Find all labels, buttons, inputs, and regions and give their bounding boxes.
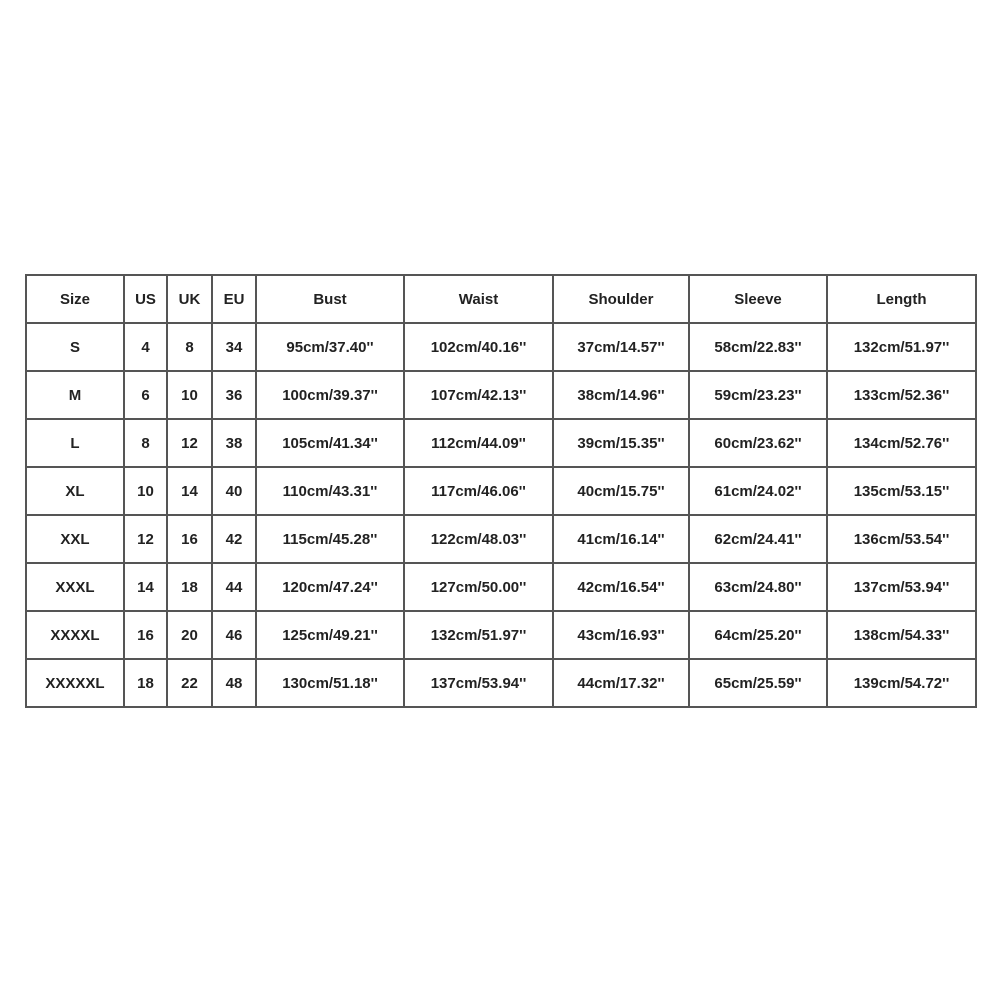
cell-length: 133cm/52.36'' <box>827 371 976 419</box>
cell-uk: 18 <box>167 563 212 611</box>
cell-uk: 14 <box>167 467 212 515</box>
cell-waist: 102cm/40.16'' <box>404 323 553 371</box>
cell-us: 10 <box>124 467 167 515</box>
cell-sleeve: 58cm/22.83'' <box>689 323 827 371</box>
table-row <box>26 611 976 659</box>
cell-us: 6 <box>124 371 167 419</box>
cell-bust: 110cm/43.31'' <box>256 467 404 515</box>
cell-bust: 130cm/51.18'' <box>256 659 404 707</box>
cell-us: 8 <box>124 419 167 467</box>
cell-waist: 122cm/48.03'' <box>404 515 553 563</box>
table-row <box>26 419 976 467</box>
cell-bust: 100cm/39.37'' <box>256 371 404 419</box>
header-length: Length <box>827 275 976 323</box>
cell-length: 135cm/53.15'' <box>827 467 976 515</box>
table-row <box>26 563 976 611</box>
cell-bust: 120cm/47.24'' <box>256 563 404 611</box>
cell-waist: 107cm/42.13'' <box>404 371 553 419</box>
cell-uk: 8 <box>167 323 212 371</box>
cell-bust: 105cm/41.34'' <box>256 419 404 467</box>
cell-eu: 38 <box>212 419 256 467</box>
cell-us: 16 <box>124 611 167 659</box>
cell-shoulder: 37cm/14.57'' <box>553 323 689 371</box>
cell-length: 138cm/54.33'' <box>827 611 976 659</box>
cell-sleeve: 64cm/25.20'' <box>689 611 827 659</box>
header-eu: EU <box>212 275 256 323</box>
cell-shoulder: 41cm/16.14'' <box>553 515 689 563</box>
cell-waist: 132cm/51.97'' <box>404 611 553 659</box>
cell-uk: 16 <box>167 515 212 563</box>
cell-size: XXXXXL <box>26 659 124 707</box>
cell-size: XL <box>26 467 124 515</box>
table-row <box>26 515 976 563</box>
cell-length: 136cm/53.54'' <box>827 515 976 563</box>
cell-eu: 48 <box>212 659 256 707</box>
cell-uk: 12 <box>167 419 212 467</box>
table-row <box>26 323 976 371</box>
cell-uk: 22 <box>167 659 212 707</box>
cell-eu: 42 <box>212 515 256 563</box>
cell-waist: 137cm/53.94'' <box>404 659 553 707</box>
cell-sleeve: 65cm/25.59'' <box>689 659 827 707</box>
cell-sleeve: 63cm/24.80'' <box>689 563 827 611</box>
cell-length: 137cm/53.94'' <box>827 563 976 611</box>
cell-eu: 46 <box>212 611 256 659</box>
cell-us: 12 <box>124 515 167 563</box>
cell-us: 14 <box>124 563 167 611</box>
cell-shoulder: 38cm/14.96'' <box>553 371 689 419</box>
header-us: US <box>124 275 167 323</box>
cell-uk: 20 <box>167 611 212 659</box>
cell-size: XXXL <box>26 563 124 611</box>
cell-eu: 36 <box>212 371 256 419</box>
cell-us: 4 <box>124 323 167 371</box>
cell-size: XXL <box>26 515 124 563</box>
header-sleeve: Sleeve <box>689 275 827 323</box>
size-chart-table <box>25 274 977 708</box>
cell-sleeve: 60cm/23.62'' <box>689 419 827 467</box>
cell-sleeve: 61cm/24.02'' <box>689 467 827 515</box>
cell-bust: 115cm/45.28'' <box>256 515 404 563</box>
cell-size: L <box>26 419 124 467</box>
cell-shoulder: 39cm/15.35'' <box>553 419 689 467</box>
cell-bust: 125cm/49.21'' <box>256 611 404 659</box>
header-uk: UK <box>167 275 212 323</box>
cell-us: 18 <box>124 659 167 707</box>
header-size: Size <box>26 275 124 323</box>
cell-sleeve: 59cm/23.23'' <box>689 371 827 419</box>
cell-shoulder: 42cm/16.54'' <box>553 563 689 611</box>
cell-eu: 40 <box>212 467 256 515</box>
cell-shoulder: 43cm/16.93'' <box>553 611 689 659</box>
header-waist: Waist <box>404 275 553 323</box>
cell-bust: 95cm/37.40'' <box>256 323 404 371</box>
cell-size: XXXXL <box>26 611 124 659</box>
cell-size: M <box>26 371 124 419</box>
cell-length: 132cm/51.97'' <box>827 323 976 371</box>
table-row <box>26 467 976 515</box>
table-row <box>26 371 976 419</box>
header-row <box>26 275 976 323</box>
cell-uk: 10 <box>167 371 212 419</box>
cell-shoulder: 40cm/15.75'' <box>553 467 689 515</box>
cell-waist: 117cm/46.06'' <box>404 467 553 515</box>
cell-eu: 34 <box>212 323 256 371</box>
table-row <box>26 659 976 707</box>
cell-length: 139cm/54.72'' <box>827 659 976 707</box>
cell-size: S <box>26 323 124 371</box>
cell-length: 134cm/52.76'' <box>827 419 976 467</box>
header-bust: Bust <box>256 275 404 323</box>
cell-shoulder: 44cm/17.32'' <box>553 659 689 707</box>
cell-sleeve: 62cm/24.41'' <box>689 515 827 563</box>
cell-waist: 112cm/44.09'' <box>404 419 553 467</box>
cell-eu: 44 <box>212 563 256 611</box>
cell-waist: 127cm/50.00'' <box>404 563 553 611</box>
header-shoulder: Shoulder <box>553 275 689 323</box>
